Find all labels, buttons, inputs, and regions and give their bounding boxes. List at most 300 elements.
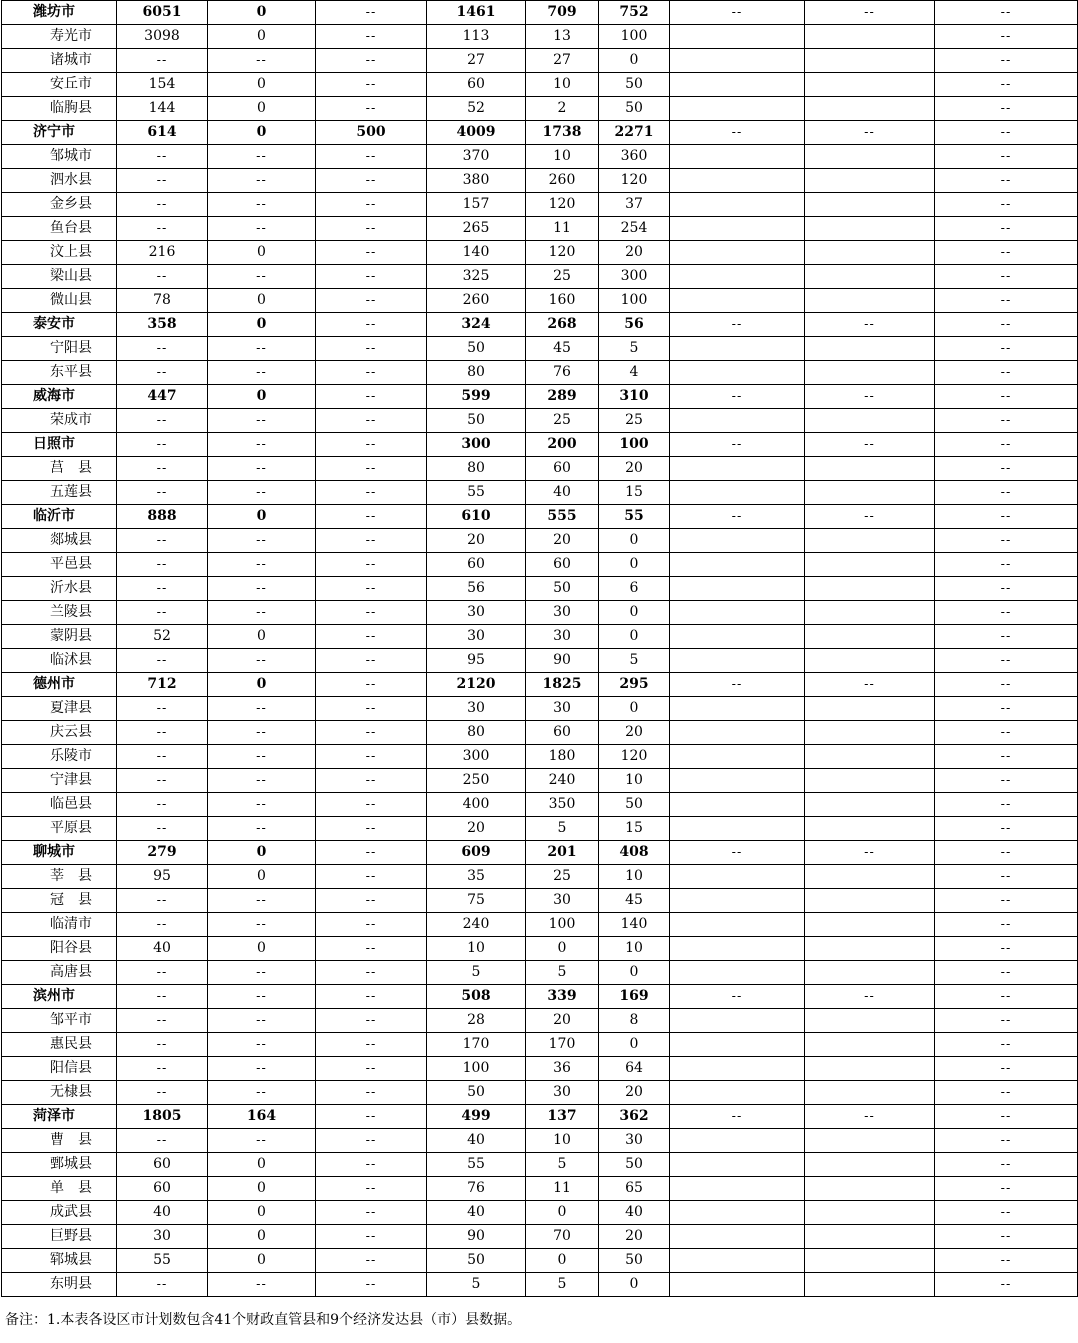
region-name-cell: 蒙阴县 bbox=[2, 625, 117, 649]
value-cell-c5: 5 bbox=[526, 961, 599, 985]
value-cell-c3: -- bbox=[316, 145, 427, 169]
value-cell-c4: 157 bbox=[427, 193, 526, 217]
value-cell-c5: 1825 bbox=[526, 673, 599, 697]
value-cell-c9: -- bbox=[935, 169, 1078, 193]
value-cell-c8: -- bbox=[805, 985, 935, 1009]
value-cell-c2: -- bbox=[208, 889, 316, 913]
value-cell-c7 bbox=[670, 553, 805, 577]
value-cell-c6: 120 bbox=[599, 745, 670, 769]
region-name-cell: 荣成市 bbox=[2, 409, 117, 433]
value-cell-c4: 170 bbox=[427, 1033, 526, 1057]
value-cell-c8 bbox=[805, 409, 935, 433]
region-name-cell: 微山县 bbox=[2, 289, 117, 313]
value-cell-c8 bbox=[805, 697, 935, 721]
value-cell-c9: -- bbox=[935, 313, 1078, 337]
value-cell-c1: -- bbox=[117, 481, 208, 505]
value-cell-c4: 380 bbox=[427, 169, 526, 193]
county-row bbox=[2, 361, 1078, 385]
value-cell-c3: -- bbox=[316, 721, 427, 745]
value-cell-c1: -- bbox=[117, 1129, 208, 1153]
region-name-cell: 宁阳县 bbox=[2, 337, 117, 361]
value-cell-c6: 30 bbox=[599, 1129, 670, 1153]
value-cell-c4: 265 bbox=[427, 217, 526, 241]
value-cell-c7 bbox=[670, 745, 805, 769]
value-cell-c1: -- bbox=[117, 337, 208, 361]
value-cell-c3: -- bbox=[316, 505, 427, 529]
region-name-cell: 东平县 bbox=[2, 361, 117, 385]
value-cell-c4: 30 bbox=[427, 625, 526, 649]
value-cell-c2: 0 bbox=[208, 1153, 316, 1177]
value-cell-c9: -- bbox=[935, 529, 1078, 553]
value-cell-c7: -- bbox=[670, 505, 805, 529]
region-name-cell: 乐陵市 bbox=[2, 745, 117, 769]
value-cell-c3: -- bbox=[316, 985, 427, 1009]
value-cell-c3: -- bbox=[316, 745, 427, 769]
value-cell-c2: -- bbox=[208, 361, 316, 385]
region-name-cell: 寿光市 bbox=[2, 25, 117, 49]
value-cell-c7 bbox=[670, 1225, 805, 1249]
value-cell-c4: 113 bbox=[427, 25, 526, 49]
value-cell-c8 bbox=[805, 913, 935, 937]
value-cell-c8 bbox=[805, 625, 935, 649]
value-cell-c6: 20 bbox=[599, 1081, 670, 1105]
value-cell-c3: -- bbox=[316, 625, 427, 649]
value-cell-c3: -- bbox=[316, 265, 427, 289]
value-cell-c1: 1805 bbox=[117, 1105, 208, 1129]
value-cell-c3: -- bbox=[316, 1057, 427, 1081]
value-cell-c3: -- bbox=[316, 361, 427, 385]
region-name-cell: 无棣县 bbox=[2, 1081, 117, 1105]
county-row bbox=[2, 745, 1078, 769]
value-cell-c6: 15 bbox=[599, 817, 670, 841]
value-cell-c8 bbox=[805, 1129, 935, 1153]
value-cell-c8 bbox=[805, 745, 935, 769]
data-table bbox=[1, 0, 1078, 1297]
value-cell-c6: 37 bbox=[599, 193, 670, 217]
value-cell-c9: -- bbox=[935, 1033, 1078, 1057]
value-cell-c1: -- bbox=[117, 457, 208, 481]
value-cell-c7 bbox=[670, 1129, 805, 1153]
value-cell-c2: -- bbox=[208, 337, 316, 361]
value-cell-c2: -- bbox=[208, 601, 316, 625]
region-name-cell: 阳谷县 bbox=[2, 937, 117, 961]
value-cell-c3: -- bbox=[316, 649, 427, 673]
value-cell-c7: -- bbox=[670, 385, 805, 409]
value-cell-c9: -- bbox=[935, 1177, 1078, 1201]
value-cell-c9: -- bbox=[935, 1225, 1078, 1249]
value-cell-c9: -- bbox=[935, 193, 1078, 217]
value-cell-c5: 11 bbox=[526, 1177, 599, 1201]
value-cell-c9: -- bbox=[935, 1201, 1078, 1225]
value-cell-c9: -- bbox=[935, 1249, 1078, 1273]
county-row bbox=[2, 49, 1078, 73]
value-cell-c5: 30 bbox=[526, 601, 599, 625]
value-cell-c3: -- bbox=[316, 241, 427, 265]
county-row bbox=[2, 553, 1078, 577]
value-cell-c4: 28 bbox=[427, 1009, 526, 1033]
value-cell-c5: 30 bbox=[526, 625, 599, 649]
value-cell-c7: -- bbox=[670, 1, 805, 25]
value-cell-c3: -- bbox=[316, 913, 427, 937]
value-cell-c2: 0 bbox=[208, 937, 316, 961]
value-cell-c8 bbox=[805, 25, 935, 49]
value-cell-c9: -- bbox=[935, 601, 1078, 625]
value-cell-c8: -- bbox=[805, 673, 935, 697]
value-cell-c7 bbox=[670, 457, 805, 481]
value-cell-c7 bbox=[670, 97, 805, 121]
value-cell-c3: -- bbox=[316, 1, 427, 25]
county-row bbox=[2, 793, 1078, 817]
region-name-cell: 济宁市 bbox=[2, 121, 117, 145]
value-cell-c5: 20 bbox=[526, 529, 599, 553]
value-cell-c3: -- bbox=[316, 1225, 427, 1249]
value-cell-c2: 0 bbox=[208, 1201, 316, 1225]
value-cell-c5: 709 bbox=[526, 1, 599, 25]
value-cell-c3: -- bbox=[316, 889, 427, 913]
value-cell-c8 bbox=[805, 721, 935, 745]
value-cell-c2: -- bbox=[208, 169, 316, 193]
county-row bbox=[2, 1057, 1078, 1081]
value-cell-c4: 300 bbox=[427, 433, 526, 457]
value-cell-c4: 609 bbox=[427, 841, 526, 865]
value-cell-c1: 279 bbox=[117, 841, 208, 865]
value-cell-c5: 10 bbox=[526, 73, 599, 97]
value-cell-c6: 45 bbox=[599, 889, 670, 913]
value-cell-c5: 50 bbox=[526, 577, 599, 601]
county-row bbox=[2, 25, 1078, 49]
city-row bbox=[2, 985, 1078, 1009]
county-row bbox=[2, 241, 1078, 265]
value-cell-c4: 5 bbox=[427, 961, 526, 985]
value-cell-c6: 254 bbox=[599, 217, 670, 241]
value-cell-c6: 100 bbox=[599, 433, 670, 457]
value-cell-c6: 300 bbox=[599, 265, 670, 289]
county-row bbox=[2, 913, 1078, 937]
value-cell-c1: -- bbox=[117, 601, 208, 625]
value-cell-c5: 20 bbox=[526, 1009, 599, 1033]
value-cell-c5: 160 bbox=[526, 289, 599, 313]
value-cell-c5: 90 bbox=[526, 649, 599, 673]
value-cell-c9: -- bbox=[935, 673, 1078, 697]
value-cell-c1: 52 bbox=[117, 625, 208, 649]
value-cell-c6: 120 bbox=[599, 169, 670, 193]
value-cell-c5: 11 bbox=[526, 217, 599, 241]
value-cell-c1: -- bbox=[117, 577, 208, 601]
value-cell-c2: 0 bbox=[208, 1225, 316, 1249]
value-cell-c6: 0 bbox=[599, 1033, 670, 1057]
region-name-cell: 阳信县 bbox=[2, 1057, 117, 1081]
value-cell-c7 bbox=[670, 265, 805, 289]
value-cell-c1: -- bbox=[117, 1273, 208, 1297]
value-cell-c2: -- bbox=[208, 577, 316, 601]
region-name-cell: 安丘市 bbox=[2, 73, 117, 97]
value-cell-c5: 25 bbox=[526, 865, 599, 889]
value-cell-c8 bbox=[805, 361, 935, 385]
value-cell-c1: 144 bbox=[117, 97, 208, 121]
value-cell-c1: 40 bbox=[117, 937, 208, 961]
value-cell-c5: 30 bbox=[526, 889, 599, 913]
value-cell-c4: 27 bbox=[427, 49, 526, 73]
value-cell-c1: -- bbox=[117, 697, 208, 721]
value-cell-c5: 260 bbox=[526, 169, 599, 193]
value-cell-c8 bbox=[805, 97, 935, 121]
value-cell-c3: 500 bbox=[316, 121, 427, 145]
value-cell-c4: 40 bbox=[427, 1201, 526, 1225]
value-cell-c5: 120 bbox=[526, 241, 599, 265]
value-cell-c2: 0 bbox=[208, 313, 316, 337]
value-cell-c6: 4 bbox=[599, 361, 670, 385]
value-cell-c2: -- bbox=[208, 433, 316, 457]
county-row bbox=[2, 625, 1078, 649]
value-cell-c2: -- bbox=[208, 649, 316, 673]
value-cell-c6: 0 bbox=[599, 553, 670, 577]
value-cell-c2: -- bbox=[208, 793, 316, 817]
value-cell-c7 bbox=[670, 1081, 805, 1105]
value-cell-c3: -- bbox=[316, 25, 427, 49]
value-cell-c5: 60 bbox=[526, 721, 599, 745]
value-cell-c6: 20 bbox=[599, 721, 670, 745]
value-cell-c5: 40 bbox=[526, 481, 599, 505]
value-cell-c1: 6051 bbox=[117, 1, 208, 25]
value-cell-c9: -- bbox=[935, 913, 1078, 937]
value-cell-c4: 80 bbox=[427, 721, 526, 745]
region-name-cell: 邹平市 bbox=[2, 1009, 117, 1033]
value-cell-c3: -- bbox=[316, 73, 427, 97]
region-name-cell: 宁津县 bbox=[2, 769, 117, 793]
county-row bbox=[2, 1081, 1078, 1105]
value-cell-c2: -- bbox=[208, 1009, 316, 1033]
region-name-cell: 沂水县 bbox=[2, 577, 117, 601]
value-cell-c6: 10 bbox=[599, 769, 670, 793]
value-cell-c3: -- bbox=[316, 553, 427, 577]
value-cell-c5: 240 bbox=[526, 769, 599, 793]
county-row bbox=[2, 145, 1078, 169]
value-cell-c5: 200 bbox=[526, 433, 599, 457]
value-cell-c3: -- bbox=[316, 481, 427, 505]
value-cell-c2: -- bbox=[208, 49, 316, 73]
region-name-cell: 郯城县 bbox=[2, 529, 117, 553]
value-cell-c8 bbox=[805, 1249, 935, 1273]
value-cell-c5: 36 bbox=[526, 1057, 599, 1081]
value-cell-c3: -- bbox=[316, 1105, 427, 1129]
city-row bbox=[2, 1105, 1078, 1129]
value-cell-c4: 50 bbox=[427, 337, 526, 361]
value-cell-c2: -- bbox=[208, 481, 316, 505]
value-cell-c4: 100 bbox=[427, 1057, 526, 1081]
value-cell-c6: 40 bbox=[599, 1201, 670, 1225]
value-cell-c1: -- bbox=[117, 817, 208, 841]
region-name-cell: 滨州市 bbox=[2, 985, 117, 1009]
value-cell-c1: -- bbox=[117, 145, 208, 169]
value-cell-c9: -- bbox=[935, 817, 1078, 841]
region-name-cell: 鱼台县 bbox=[2, 217, 117, 241]
region-name-cell: 梁山县 bbox=[2, 265, 117, 289]
value-cell-c9: -- bbox=[935, 985, 1078, 1009]
value-cell-c7 bbox=[670, 217, 805, 241]
value-cell-c3: -- bbox=[316, 1249, 427, 1273]
table-body bbox=[2, 1, 1078, 1297]
region-name-cell: 五莲县 bbox=[2, 481, 117, 505]
value-cell-c2: 0 bbox=[208, 25, 316, 49]
value-cell-c3: -- bbox=[316, 289, 427, 313]
value-cell-c7 bbox=[670, 625, 805, 649]
value-cell-c7: -- bbox=[670, 313, 805, 337]
value-cell-c5: 120 bbox=[526, 193, 599, 217]
value-cell-c9: -- bbox=[935, 1, 1078, 25]
region-name-cell: 平邑县 bbox=[2, 553, 117, 577]
value-cell-c6: 55 bbox=[599, 505, 670, 529]
value-cell-c1: -- bbox=[117, 745, 208, 769]
value-cell-c6: 0 bbox=[599, 601, 670, 625]
value-cell-c4: 370 bbox=[427, 145, 526, 169]
county-row bbox=[2, 1249, 1078, 1273]
value-cell-c9: -- bbox=[935, 577, 1078, 601]
value-cell-c7 bbox=[670, 937, 805, 961]
value-cell-c7 bbox=[670, 169, 805, 193]
value-cell-c6: 752 bbox=[599, 1, 670, 25]
value-cell-c4: 75 bbox=[427, 889, 526, 913]
value-cell-c3: -- bbox=[316, 697, 427, 721]
value-cell-c6: 295 bbox=[599, 673, 670, 697]
value-cell-c4: 50 bbox=[427, 409, 526, 433]
value-cell-c2: 0 bbox=[208, 289, 316, 313]
county-row bbox=[2, 937, 1078, 961]
value-cell-c4: 76 bbox=[427, 1177, 526, 1201]
value-cell-c2: 0 bbox=[208, 385, 316, 409]
value-cell-c7 bbox=[670, 1033, 805, 1057]
value-cell-c8 bbox=[805, 937, 935, 961]
value-cell-c4: 2120 bbox=[427, 673, 526, 697]
value-cell-c2: 0 bbox=[208, 73, 316, 97]
value-cell-c6: 169 bbox=[599, 985, 670, 1009]
value-cell-c6: 0 bbox=[599, 1273, 670, 1297]
value-cell-c8: -- bbox=[805, 841, 935, 865]
value-cell-c3: -- bbox=[316, 49, 427, 73]
value-cell-c5: 60 bbox=[526, 553, 599, 577]
county-row bbox=[2, 865, 1078, 889]
value-cell-c1: -- bbox=[117, 1033, 208, 1057]
value-cell-c5: 268 bbox=[526, 313, 599, 337]
value-cell-c9: -- bbox=[935, 793, 1078, 817]
region-name-cell: 庆云县 bbox=[2, 721, 117, 745]
value-cell-c1: -- bbox=[117, 529, 208, 553]
value-cell-c1: 888 bbox=[117, 505, 208, 529]
value-cell-c5: 350 bbox=[526, 793, 599, 817]
city-row bbox=[2, 385, 1078, 409]
value-cell-c8 bbox=[805, 769, 935, 793]
value-cell-c1: -- bbox=[117, 433, 208, 457]
value-cell-c3: -- bbox=[316, 673, 427, 697]
region-name-cell: 泗水县 bbox=[2, 169, 117, 193]
region-name-cell: 夏津县 bbox=[2, 697, 117, 721]
value-cell-c3: -- bbox=[316, 1033, 427, 1057]
value-cell-c9: -- bbox=[935, 265, 1078, 289]
value-cell-c4: 30 bbox=[427, 697, 526, 721]
value-cell-c4: 60 bbox=[427, 553, 526, 577]
region-name-cell: 日照市 bbox=[2, 433, 117, 457]
value-cell-c9: -- bbox=[935, 961, 1078, 985]
value-cell-c4: 90 bbox=[427, 1225, 526, 1249]
value-cell-c8 bbox=[805, 289, 935, 313]
value-cell-c8 bbox=[805, 1081, 935, 1105]
value-cell-c8: -- bbox=[805, 385, 935, 409]
value-cell-c8 bbox=[805, 265, 935, 289]
value-cell-c2: 0 bbox=[208, 865, 316, 889]
county-row bbox=[2, 961, 1078, 985]
value-cell-c5: 170 bbox=[526, 1033, 599, 1057]
county-row bbox=[2, 337, 1078, 361]
value-cell-c3: -- bbox=[316, 841, 427, 865]
value-cell-c2: -- bbox=[208, 1081, 316, 1105]
value-cell-c4: 80 bbox=[427, 361, 526, 385]
value-cell-c9: -- bbox=[935, 1009, 1078, 1033]
value-cell-c1: -- bbox=[117, 1081, 208, 1105]
value-cell-c1: 614 bbox=[117, 121, 208, 145]
value-cell-c7 bbox=[670, 1249, 805, 1273]
region-name-cell: 德州市 bbox=[2, 673, 117, 697]
value-cell-c6: 65 bbox=[599, 1177, 670, 1201]
value-cell-c9: -- bbox=[935, 241, 1078, 265]
value-cell-c1: 55 bbox=[117, 1249, 208, 1273]
county-row bbox=[2, 289, 1078, 313]
value-cell-c3: -- bbox=[316, 1177, 427, 1201]
value-cell-c5: 180 bbox=[526, 745, 599, 769]
value-cell-c3: -- bbox=[316, 1201, 427, 1225]
value-cell-c6: 15 bbox=[599, 481, 670, 505]
value-cell-c9: -- bbox=[935, 649, 1078, 673]
city-row bbox=[2, 505, 1078, 529]
value-cell-c9: -- bbox=[935, 505, 1078, 529]
value-cell-c7: -- bbox=[670, 433, 805, 457]
region-name-cell: 潍坊市 bbox=[2, 1, 117, 25]
value-cell-c6: 408 bbox=[599, 841, 670, 865]
value-cell-c2: 0 bbox=[208, 625, 316, 649]
value-cell-c3: -- bbox=[316, 1009, 427, 1033]
county-row bbox=[2, 1129, 1078, 1153]
value-cell-c9: -- bbox=[935, 25, 1078, 49]
value-cell-c5: 0 bbox=[526, 1201, 599, 1225]
value-cell-c4: 499 bbox=[427, 1105, 526, 1129]
value-cell-c6: 50 bbox=[599, 73, 670, 97]
value-cell-c6: 50 bbox=[599, 1153, 670, 1177]
value-cell-c6: 0 bbox=[599, 529, 670, 553]
region-name-cell: 菏泽市 bbox=[2, 1105, 117, 1129]
value-cell-c8 bbox=[805, 1225, 935, 1249]
county-row bbox=[2, 265, 1078, 289]
value-cell-c6: 56 bbox=[599, 313, 670, 337]
value-cell-c6: 64 bbox=[599, 1057, 670, 1081]
value-cell-c1: 60 bbox=[117, 1153, 208, 1177]
value-cell-c9: -- bbox=[935, 841, 1078, 865]
value-cell-c8 bbox=[805, 145, 935, 169]
value-cell-c9: -- bbox=[935, 553, 1078, 577]
value-cell-c2: -- bbox=[208, 1129, 316, 1153]
value-cell-c2: -- bbox=[208, 193, 316, 217]
value-cell-c2: 0 bbox=[208, 1177, 316, 1201]
value-cell-c6: 310 bbox=[599, 385, 670, 409]
value-cell-c4: 300 bbox=[427, 745, 526, 769]
county-row bbox=[2, 649, 1078, 673]
value-cell-c7 bbox=[670, 649, 805, 673]
value-cell-c8 bbox=[805, 49, 935, 73]
value-cell-c1: 3098 bbox=[117, 25, 208, 49]
county-row bbox=[2, 1153, 1078, 1177]
value-cell-c9: -- bbox=[935, 1129, 1078, 1153]
value-cell-c9: -- bbox=[935, 721, 1078, 745]
value-cell-c8 bbox=[805, 817, 935, 841]
value-cell-c1: 60 bbox=[117, 1177, 208, 1201]
value-cell-c2: -- bbox=[208, 769, 316, 793]
